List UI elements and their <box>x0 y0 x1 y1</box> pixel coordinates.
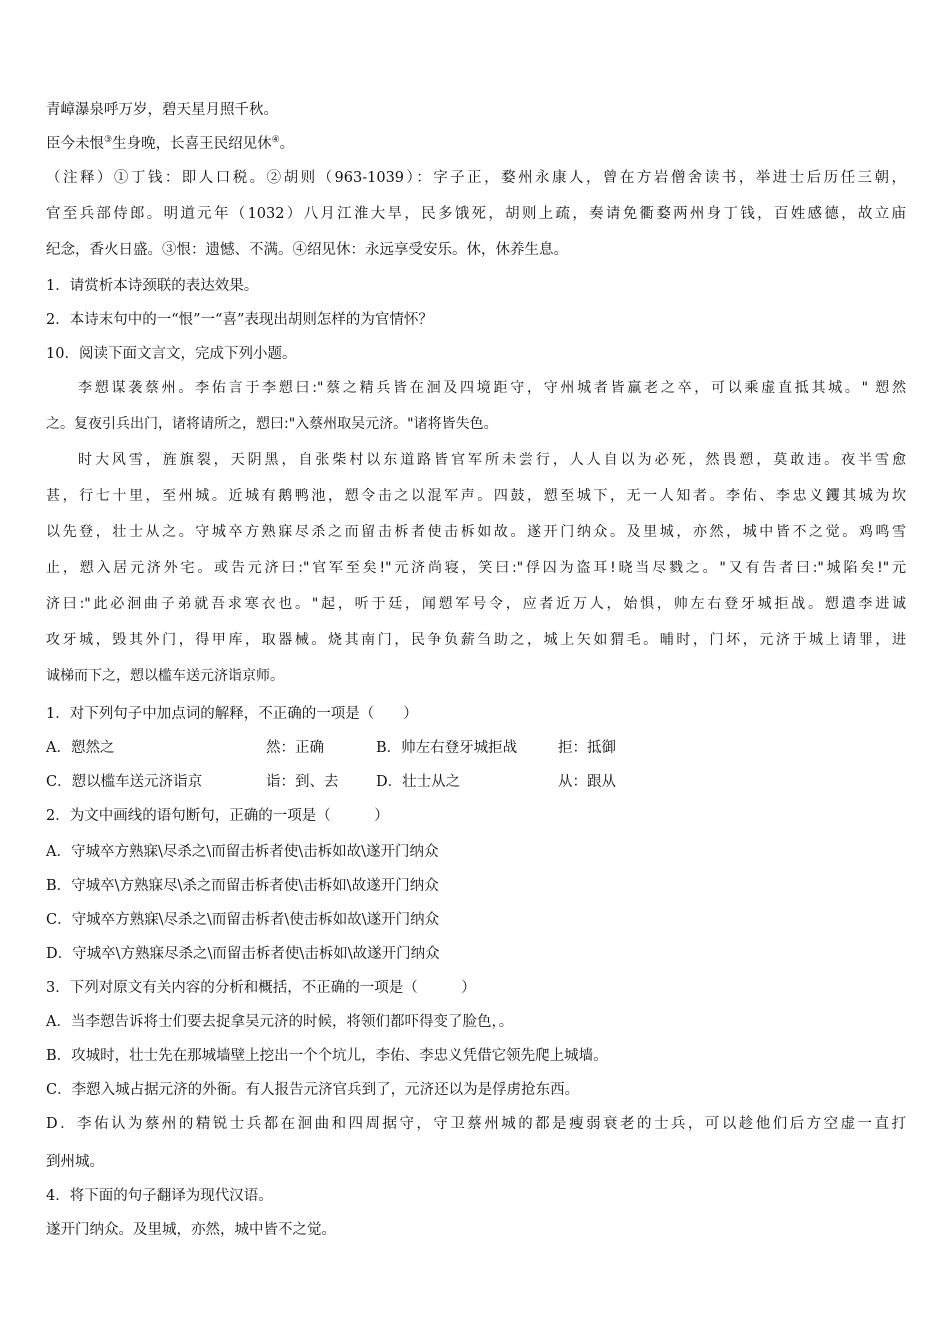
sub1-option-c-sentence: C．愬以槛车送元济诣京 <box>46 774 203 790</box>
q9-sub-question-2: 2．本诗末句中的一“恨”一“喜”表现出胡则怎样的为官情怀？ <box>46 312 433 328</box>
sub3-option-d-line-1: D．李佑认为蔡州的精锐士兵都在洄曲和四周据守，守卫蔡州城的都是瘦弱衰老的士兵，可以趁他们后方空虚一直打 <box>46 1116 906 1132</box>
sub4-sentence: 遂开门纳众。及里城，亦然，城中皆不之觉。 <box>46 1222 336 1238</box>
poem-line-4-part-b: 生身晚，长喜王民绍见休 <box>112 136 272 152</box>
sub2-stem: 2．为文中画线的语句断句，正确的一项是（ ） <box>46 808 389 824</box>
sub2-option-a: A．守城卒方熟寐\尽杀之\而留击柝者使\击柝如故\遂开门纳众 <box>46 844 439 860</box>
sub1-option-a-sentence: A．愬然之 <box>46 740 115 756</box>
sub2-option-c: C．守城卒方熟寐\尽杀之\而留击柝者\使击柝如故\遂开门纳众 <box>46 912 440 928</box>
sub3-option-c: C．李愬入城占据元济的外衙。有人报告元济官兵到了，元济还以为是俘虏抢东西。 <box>46 1082 580 1098</box>
sub2-option-b: B．守城卒\方熟寐尽\杀之而留击柝者使\击柝如\故遂开门纳众 <box>46 878 439 894</box>
sub3-option-b: B．攻城时，壮士先在那城墙壁上挖出一个个坑儿，李佑、李忠义凭借它领先爬上城墙。 <box>46 1048 608 1064</box>
sub3-option-a: A．当李愬告诉将士们要去捉拿吴元济的时候，将领们都吓得变了脸色，。 <box>46 1014 514 1030</box>
sub1-option-c-gloss: 诣：到、去 <box>266 774 339 790</box>
passage-para1-line-1: 李愬谋袭蔡州。李佑言于李愬曰:"蔡之精兵皆在洄及四境距守，守州城者皆羸老之卒，可以乘虚直抵其城。" 愬然 <box>78 380 906 396</box>
sub1-option-d-gloss: 从：跟从 <box>558 774 616 790</box>
poem-line-4-part-a: 臣今未恨 <box>46 136 104 152</box>
sub1-option-b-sentence: B．帅左右登牙城拒战 <box>376 740 518 756</box>
sub1-option-a-gloss: 然：正确 <box>266 740 324 756</box>
note-marker-4: ④ <box>271 135 280 146</box>
passage-para2-line-1: 时大风雪，旌旗裂，天阴黑，自张柴村以东道路皆官军所未尝行，人人自以为必死，然畏愬，莫敢违。夜半雪愈 <box>78 452 906 468</box>
passage-para1-line-2: 之。复夜引兵出门，诸将请所之，愬曰:"入蔡州取吴元济。"诸将皆失色。 <box>46 416 498 432</box>
q10-title: 10．阅读下面文言文，完成下列小题。 <box>46 346 297 362</box>
passage-para2-line-7: 诚梯而下之，愬以槛车送元济诣京师。 <box>46 668 284 684</box>
poem-line-4 <box>46 134 906 154</box>
sub3-option-d-line-2: 到州城。 <box>46 1154 104 1170</box>
passage-para2-line-3: 以先登，壮士从之。守城卒方熟寐尽杀之而留击柝者使击柝如故。遂开门纳众。及里城，亦然，城中皆不之觉。鸡鸣雪 <box>46 524 906 540</box>
sub4-stem: 4．将下面的句子翻译为现代汉语。 <box>46 1188 273 1204</box>
passage-para2-line-5: 济曰:"此必洄曲子弟就吾求寒衣也。"起，听于廷，闻愬军号令，应者近万人，始惧，帅左右登牙城拒战。愬遣李进诚 <box>46 596 906 612</box>
q9-sub-question-1: 1．请赏析本诗颈联的表达效果。 <box>46 278 259 294</box>
notes-line-3: 纪念，香火日盛。③恨：遗憾、不满。④绍见休：永远享受安乐。休，休养生息。 <box>46 242 568 258</box>
passage-para2-line-4: 止，愬入居元济外宅。或告元济曰:"官军至矣!"元济尚寝，笑曰:"俘囚为盗耳!晓当尽戮之。"又有告者曰:"城陷矣!"元 <box>46 560 906 576</box>
notes-line-1: （注释）①丁钱：即人口税。②胡则（963-1039）：字子正，婺州永康人，曾在方岩僧舍读书，举进士后历任三朝， <box>46 170 906 186</box>
note-marker-3: ③ <box>104 135 113 146</box>
passage-para2-line-6: 攻牙城，毁其外门，得甲库，取器械。烧其南门，民争负薪刍助之，城上矢如猬毛。晡时，门坏，元济于城上请罪，进 <box>46 632 906 648</box>
notes-line-2: 官至兵部侍郎。明道元年（1032）八月江淮大旱，民多饿死，胡则上疏，奏请免衢婺两州身丁钱，百姓感德，故立庙 <box>46 206 906 222</box>
sub2-option-d: D．守城卒\方熟寐尽杀之\而留击柝者使\击柝如\故遂开门纳众 <box>46 946 440 962</box>
sub1-stem: 1．对下列句子中加点词的解释，不正确的一项是（ ） <box>46 706 418 722</box>
passage-para2-line-2: 甚，行七十里，至州城。近城有鹅鸭池，愬令击之以混军声。四鼓，愬至城下，无一人知者。李佑、李忠义钁其城为坎 <box>46 488 906 504</box>
sub3-stem: 3．下列对原文有关内容的分析和概括，不正确的一项是（ ） <box>46 980 476 996</box>
poem-line-4-part-c: 。 <box>279 136 295 152</box>
sub1-option-d-sentence: D．壮士从之 <box>376 774 461 790</box>
sub1-option-b-gloss: 拒：抵御 <box>558 740 616 756</box>
poem-line-3: 青嶂瀑泉呼万岁，碧天星月照千秋。 <box>46 102 278 118</box>
